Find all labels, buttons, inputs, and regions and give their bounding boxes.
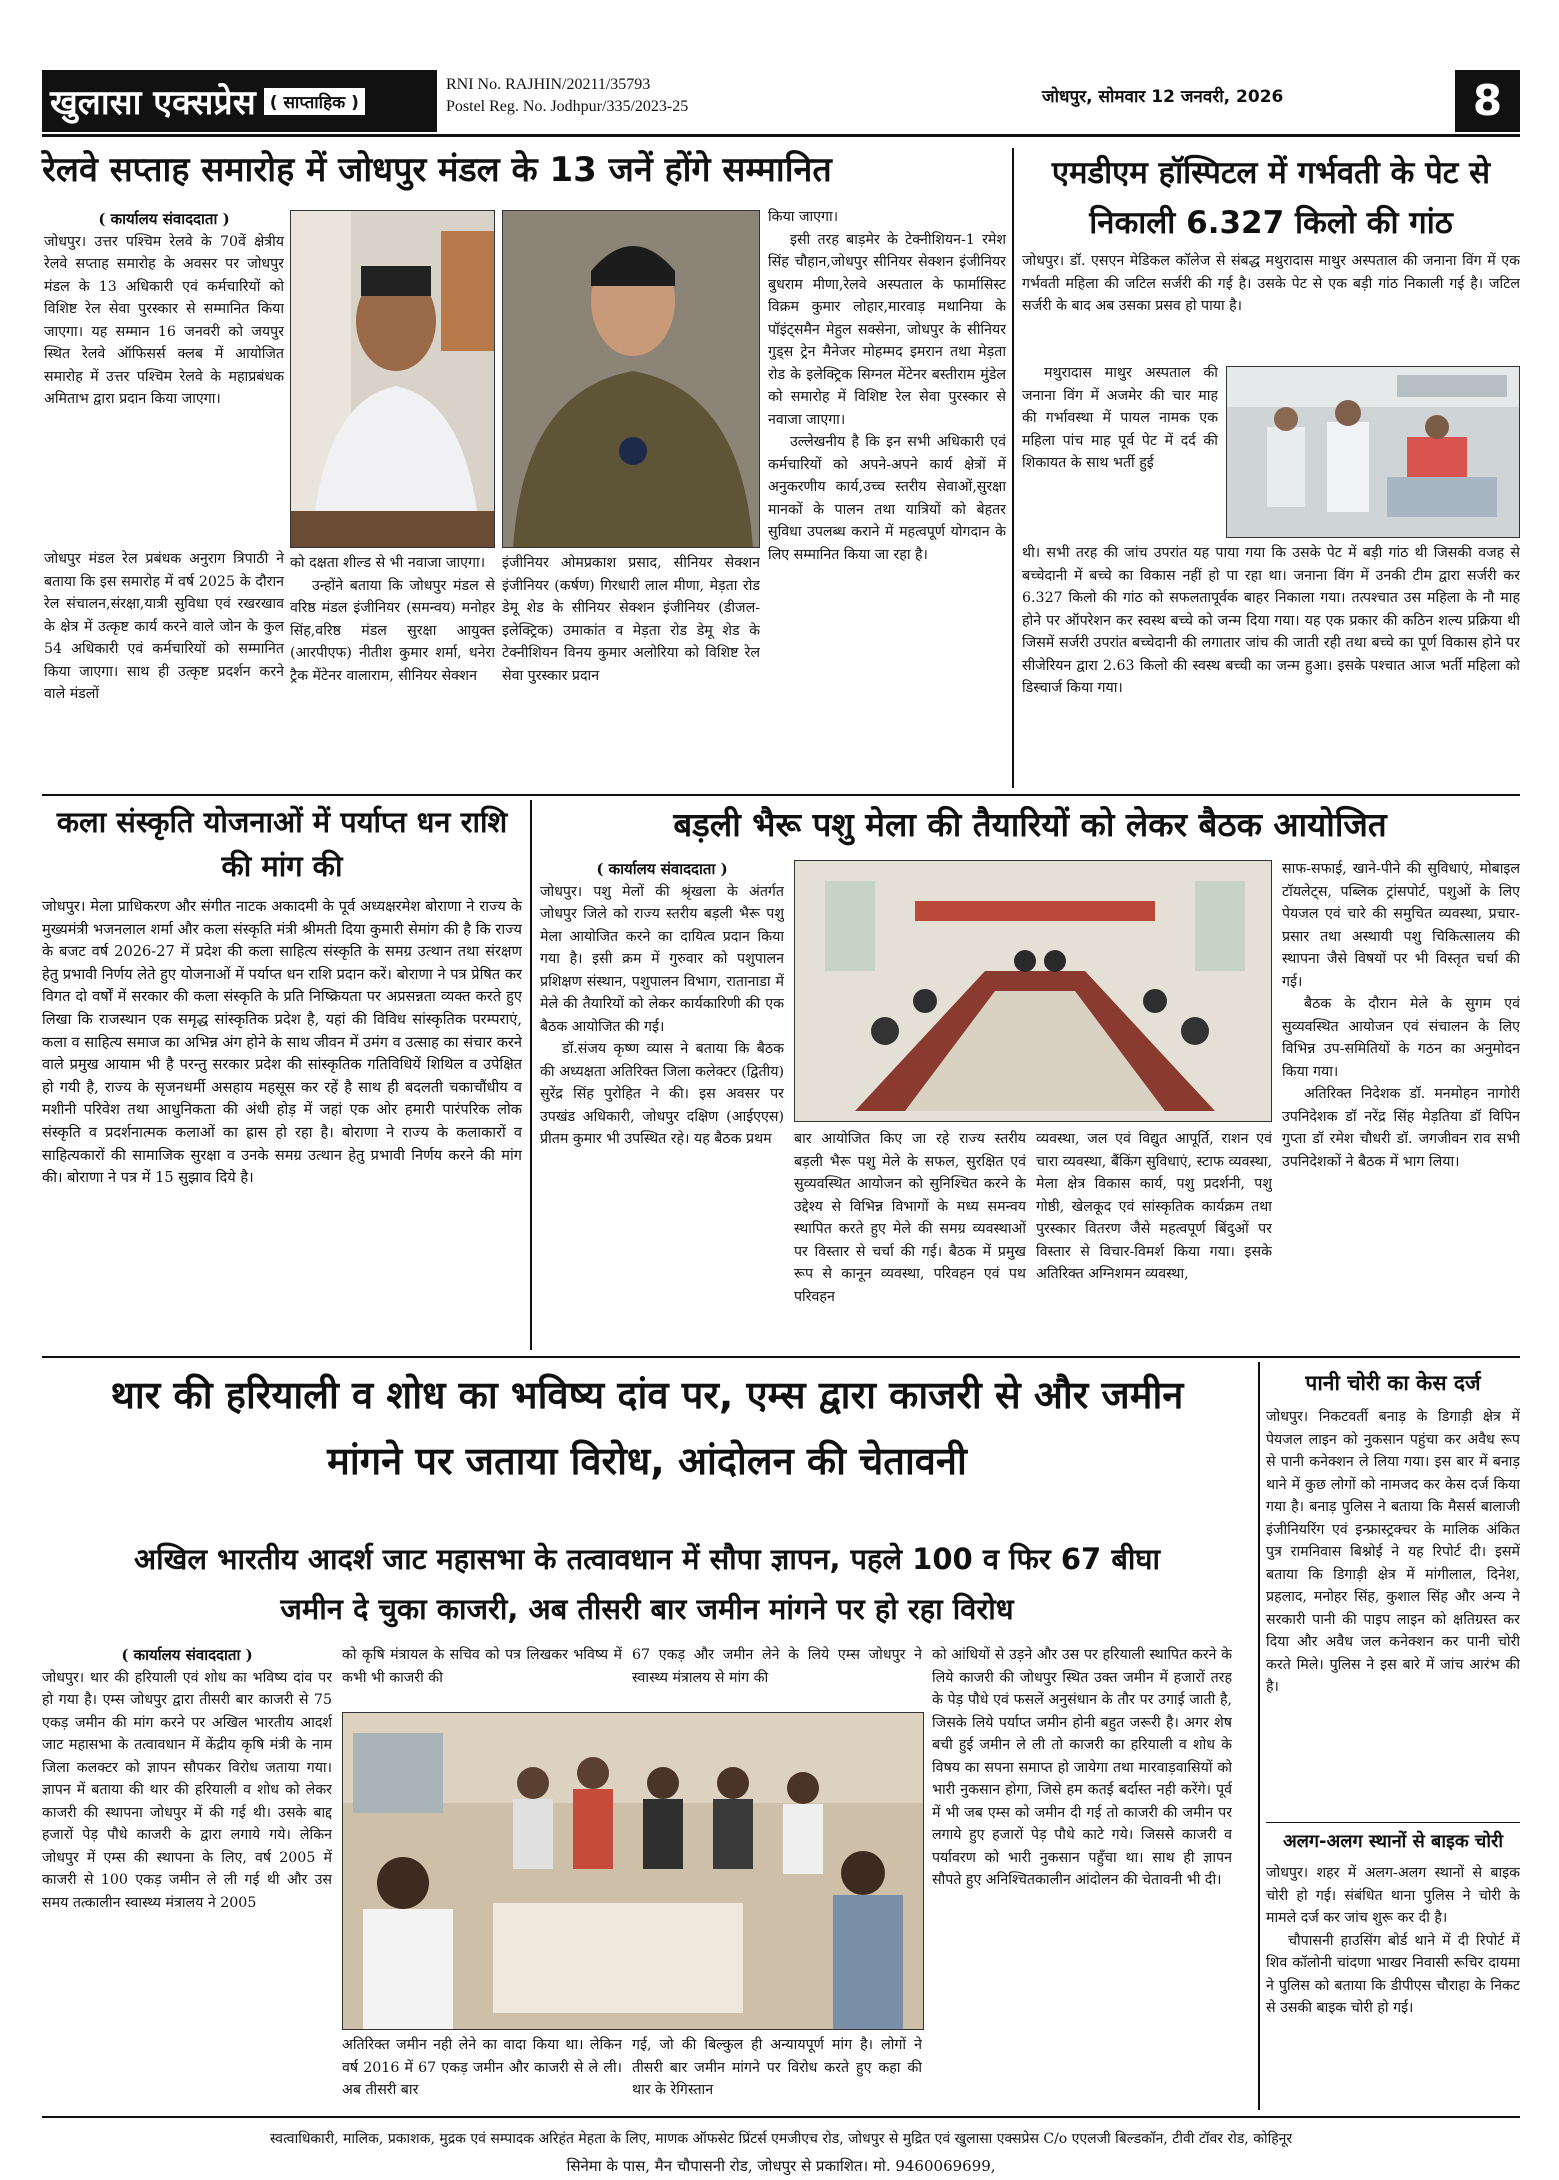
memorandum-photo-art — [343, 1713, 924, 2030]
story3-body — [42, 896, 522, 1344]
story4-para3: बार आयोजित किए जा रहे राज्य स्तरीय बड़ली भैरू पशु मेले के सफल, सुरक्षित एवं सुव्यवस्थित आयोजन को सुनिश्चित करने के उद्देश्य से विभिन्न विभागों के मध्य समन्वय स्थापित करते हुए मेले की समग्र व्यवस्थाओं पर विस्तार से चर्चा की गई। बैठक में प्रमुख रूप से कानून व्यवस्था, परिवहन एवं पथ परिवहन — [794, 1131, 1026, 1305]
story1-col2 — [290, 552, 495, 780]
story4-para7: अतिरिक्त निदेशक डॉ. मनमोहन नागोरी उपनिदेशक डॉ नरेंद्र सिंह मेड़तिया डॉ विपिन गुप्ता डॉ रमेश चौधरी डॉ. जगजीवन राव सभी उपनिदेशकों ने बैठक में भाग लिया। — [1282, 1086, 1520, 1170]
story1-para4: उन्होंने बताया कि जोधपुर मंडल से वरिष्ठ मंडल इंजीनियर (समन्वय) मनोहर सिंह,वरिष्ठ मंडल सुरक्षा आयुक्त (आरपीएफ) नीतीश कुमार शर्मा, धनेरा ट्रैक मेंटेनर वालाराम, सीनियर सेक्शन — [290, 577, 495, 684]
story5-col2b — [342, 2034, 622, 2106]
story4-para4: व्यवस्था, जल एवं विद्युत आपूर्ति, राशन एवं चारा व्यवस्था, बैंकिंग सुविधाएं, स्टाफ व्यवस्था, मेला क्षेत्र विकास कार्य, पशु प्रदर्शनी, पशु गोष्ठी, खेलकूद एवं सांस्कृतिक कार्यक्रम तथा पुरस्कार वितरण जैसे महत्वपूर्ण बिंदुओं पर विस्तार से विचार-विमर्श किया गया। इसके अतिरिक्त अग्निशमन व्यवस्था, — [1036, 1131, 1272, 1282]
section-rule — [42, 794, 1520, 796]
story1-col4 — [768, 206, 1006, 780]
official-photo-2 — [502, 210, 760, 548]
page-number: 8 — [1455, 70, 1520, 132]
story-rule — [1266, 1822, 1520, 1823]
story1-col1 — [44, 208, 284, 538]
official-photo-1 — [290, 210, 495, 548]
story4-col3 — [1036, 1128, 1272, 1348]
story1-para5: इंजीनियर ओमप्रकाश प्रसाद, सीनियर सेक्शन इंजीनियर (कर्षण) गिरधारी लाल मीणा, मेड़ता रोड डेमू शेड के सीनियर सेक्शन इंजीनियर (डीजल-इलेक्ट्रिक) उमाकांत व मेड़ता रोड डेमू शेड के टेक्नीशियन विनय कुमार अलोरिया को विशिष्ट रेल सेवा पुरस्कार प्रदान — [502, 555, 760, 684]
meeting-photo-art — [795, 861, 1272, 1122]
story1-col3 — [502, 552, 760, 780]
story5-para6: को आंधियों से उड़ने और उस पर हरियाली स्थापित करने के लिये काजरी की जोधपुर स्थित उक्त जमीन में हजारों तरह के पेड़ पौधे एवं फसलें अनुसंधान के तौर पर उगाई जाती है, जिसके लिये पर्याप्त जमीन होनी बहुत जरूरी है। अगर शेष बची हुई जमीन ले ली तो काजरी का हरियाली व शोध के विषय का सपना समाप्त हो जायेगा तथा मारवाड़वासियों को भारी नुकसान होगा, जिसे हम कतई बर्दास्त नही करेंगे। पूर्व में भी जब एम्स को जमीन दी गई तो काजरी की जमीन पर लगाये हुए हजारों पेड़ पौधे काटे गये। जिससे काजरी व पर्यावरण को भारी नुकसान पहुँचा था। साथ ही ज्ञापन सौपते हुए अनिश्चितकालीन आंदोलन की चेतावनी भी दी। — [932, 1647, 1232, 1888]
story5-col1 — [42, 1644, 332, 2104]
story4-headline: बड़ली भैरू पशु मेला की तैयारियों को लेकर बैठक आयोजित — [673, 805, 1387, 844]
story4-col4 — [1282, 858, 1520, 1350]
column-divider — [1012, 148, 1014, 788]
footer-rule — [42, 2116, 1520, 2118]
masthead-rule — [42, 134, 1520, 137]
story1-para7: इसी तरह बाड़मेर के टेक्नीशियन-1 रमेश सिंह चौहान,जोधपुर सीनियर सेक्शन इंजीनियर बुधराम मीणा,रेलवे अस्पताल के फार्मासिस्ट विक्रम कुमार लोहार,मारवाड़ मथानिया के पॉइंट्समैन मेहुल सक्सेना, जोधपुर के सीनियर गुड्स ट्रेन मैनेजर मोहम्मद इमरान तथा मेड़ता रोड के इलेक्ट्रिक सिग्नल मेंटेनर बस्तीराम मुंडेल को समारोह में विशिष्ट रेल सेवा पुरस्कार से नवाजा जाएगा। — [768, 231, 1006, 428]
story4-col2 — [794, 1128, 1026, 1348]
rni-number: RNI No. RAJHIN/20211/35793 — [446, 76, 651, 93]
story4-para6: बैठक के दौरान मेले के सुगम एवं सुव्यवस्थित आयोजन एवं संचालन के लिए विभिन्न उप-समितियों के गठन का अनुमोदन किया गया। — [1282, 996, 1520, 1080]
story5-para1: जोधपुर। थार की हरियाली एवं शोध का भविष्य दांव पर हो गया है। एम्स जोधपुर द्वारा तीसरी बार काजरी से 75 एकड़ जमीन की मांग करने पर अखिल भारतीय आदर्श जाट महासभा के तत्वावधान में केंद्रीय कृषि मंत्री के नाम जिला कलक्टर को ज्ञापन सौपकर विरोध जताया गया। ज्ञापन में बताया की थार की हरियाली व शोध को लेकर काजरी की स्थापना जोधपुर में की गई थी। उसके बाद्द हजारों पेड़ पौधे काजरी के द्वारा लगाये गये। लेकिन जोधपुर में एम्स की स्थापना के लिए, वर्ष 2005 में काजरी से 100 एकड़ जमीन ले ली गई थी और उस समय तत्कालीन स्वास्थ्य मंत्रालय ने 2005 — [42, 1669, 332, 1911]
story2-lead-text: जोधपुर। डॉ. एसएन मेडिकल कॉलेज से संबद्ध मथुरादास माथुर अस्पताल की जनाना विंग में एक गर्भवती महिला की जटिल सर्जरी की गई है। उसके पेट से एक बड़ी गांठ निकाली गई है। जटिल सर्जरी के बाद अब उसका प्रसव हो पाया है। — [1022, 253, 1520, 314]
story5-col4 — [932, 1644, 1232, 2106]
masthead — [42, 70, 1520, 132]
story4-para1: जोधपुर। पशु मेलों की श्रृंखला के अंतर्गत जोधपुर जिले को राज्य स्तरीय बड़ली भैरू पशु मेला आयोजित करने का दायित्व प्रदान किया गया है। इसी क्रम में गुरुवार को पशुपालन प्रशिक्षण संस्थान, पशुपालन विभाग, रातानाडा में मेले की तैयारियों को लेकर कार्यकारिणी की एक बैठक आयोजित की गई। — [540, 883, 784, 1035]
story1-col1b — [44, 548, 284, 778]
story2-body — [1022, 542, 1520, 788]
registration-info — [446, 74, 688, 118]
meeting-photo — [794, 860, 1272, 1122]
story5-headline-line2: मांगने पर जताया विरोध, आंदोलन की चेतावनी — [327, 1439, 967, 1483]
story5-subhead — [42, 1534, 1252, 1634]
story3-body-text: जोधपुर। मेला प्राधिकरण और संगीत नाटक अकादमी के पूर्व अध्यक्षरमेश बोराणा ने राज्य के मुख्यमंत्री भजनलाल शर्मा और कला संस्कृति मंत्री श्रीमती दिया कुमारी सेमांग की है कि राज्य के बजट वर्ष 2026-27 में प्रदेश की कला साहित्य संस्कृति के समग्र उत्थान तथा संरक्षण हेतु प्रभावी निर्णय लेते हुए योजनाओं में पर्याप्त धन राशि प्रदान करें। बोराणा ने पत्र प्रेषित कर विगत दो वर्षों में सरकार की कला संस्कृति के प्रति निष्क्रियता पर अप्रसन्नता व्यक्त करते हुए लिखा कि राजस्थान एक समृद्ध सांस्कृतिक प्रदेश है, यहां की विविध सांस्कृतिक परम्पराएं, कला व साहित्य समाज का अभिन्न अंग होने के साथ जीवन में उमंग व उत्साह का संचार करने वाले प्रमुख आयाम भी है परन्तु सरकार प्रदेश की सांस्कृतिक गतिविधियें शिथिल व उपेक्षित हो गयी है, राज्य के सृजनधर्मी असहाय महसूस कर रहें है साथ ही बदलती चकाचौंधीय व मशीनी परिवेश तथा आधुनिकता की अंधी होड़ में जहां एक ओर हमारी पारंपरिक लोक संस्कृति व प्रदर्शनात्मक कलाओं का ह्रास हो रहा है। बोराणा ने राज्य के कलाकारों व साहित्यकारों की सामाजिक सुरक्षा व उनके समग्र उत्थान हेतु प्रभावी निर्णय करने की मांग की। बोराणा ने पत्र में 15 सुझाव दिये है। — [42, 898, 522, 1187]
story7-body — [1266, 1862, 1520, 2108]
story7-para1: जोधपुर। शहर में अलग-अलग स्थानों से बाइक चोरी हो गई। संबंधित थाना पुलिस ने चोरी के मामले दर्ज कर जांच शुरू कर दी है। — [1266, 1865, 1520, 1926]
story3-headline: कला संस्कृति योजनाओं में पर्याप्त धन राशि की मांग की — [56, 805, 508, 883]
story5-para2: को कृषि मंत्रायल के सचिव को पत्र लिखकर भविष्य में कभी भी काजरी की — [342, 1647, 622, 1686]
brand-name: खुलासा एक्सप्रेस — [50, 83, 256, 123]
story1-para1: जोधपुर। उत्तर पश्चिम रेलवे के 70वें क्षेत्रीय रेलवे सप्ताह समारोह के अवसर पर जोधपुर मंडल के 13 अधिकारी एवं कर्मचारियों को विशिष्ट रेल सेवा पुरस्कार से सम्मानित किया जाएगा। यह सम्मान 16 जनवरी को जयपुर स्थित रेलवे ऑफिसर्स क्लब में आयोजित समारोह में उत्तर पश्चिम रेलवे के महाप्रबंधक अमिताभ द्वारा प्रदान किया जाएगा। — [44, 233, 284, 407]
story6-headline: पानी चोरी का केस दर्ज — [1305, 1371, 1481, 1395]
imprint-line1: स्वत्वाधिकारी, मालिक, प्रकाशक, मुद्रक एवं सम्पादक अरिहंत मेहता के लिए, माणक ऑफसेट प्रिंटर्स एमजीएच रोड, जोधपुर से मुद्रित एवं खुलासा एक्सप्रेस C/o एएलजी बिल्डकॉन, टीवी टॉवर रोड, कोहिनूर — [269, 2131, 1293, 2147]
section-rule-2 — [42, 1356, 1520, 1358]
memorandum-photo — [342, 1712, 924, 2030]
story6-body-text: जोधपुर। निकटवर्ती बनाड़ के डिगाड़ी क्षेत्र में पेयजल लाइन को नुकसान पहुंचा कर अवैध रूप से पानी कनेक्शन ले लिया गया। इस बार में बनाड़ थाने में कुछ लोगों को नामजद कर केस दर्ज किया गया है। बनाड़ पुलिस ने बताया कि मैसर्स बालाजी इंजीनियरिंग एवं इन्फ्रास्ट्रक्चर के मालिक अंकित पुत्र रामनिवास बिश्नोई ने यह रिपोर्ट दी। इसमें बताया कि डिगाड़ी क्षेत्र में मांगीलाल, दिनेश, प्रहलाद, मनोहर सिंह, कुशाल सिंह और अन्य ने सरकारी पानी की पाइप लाइन को क्षतिग्रस्त कर दिया और अवैध जल कनेक्शन कर पानी चोरी करते मिले। पुलिस ने इस बारे में जांच आरंभ की है। — [1266, 1409, 1520, 1695]
dateline: जोधपुर, सोमवार 12 जनवरी, 2026 — [1042, 87, 1284, 107]
story2-headline: एमडीएम हॉस्पिटल में गर्भवती के पेट से निकाली 6.327 किलो की गांठ — [1051, 155, 1491, 241]
hospital-photo-art — [1227, 367, 1520, 538]
story2-body-text: थी। सभी तरह की जांच उपरांत यह पाया गया कि उसके पेट में बड़ी गांठ थी जिसकी वजह से बच्चेदानी में बच्चे का विकास नहीं हो पा रहा था। जनाना विंग में उनकी टीम द्वारा सर्जरी कर 6.327 किलो की गांठ को सफलतापूर्वक बाहर निकाला गया। तत्पश्चात उस महिला के नौ माह होने पर ऑपरेशन कर स्वस्थ बच्चे को जन्म दिया गया। यह एक प्रकार की कठिन शल्य प्रक्रिया थी जिसमें सर्जरी उपरांत बच्चेदानी की लगातार जांच की जाती रही तथा बच्चे का पूर्ण विकास होने पर सीजेरियन द्वारा 2.63 किलो की स्वस्थ बच्ची का जन्म हुआ। इसके पश्चात आज भर्ती महिला को डिस्चार्ज किया गया। — [1022, 545, 1520, 696]
story5-col3 — [632, 1644, 922, 1710]
story5-para3: 67 एकड़ और जमीन लेने के लिये एम्स जोधपुर ने स्वास्थ्य मंत्रालय से मांग की — [632, 1647, 922, 1686]
story4-col1 — [540, 858, 784, 1348]
edition-tag: ( साप्ताहिक ) — [264, 88, 365, 115]
story7-headline: अलग-अलग स्थानों से बाइक चोरी — [1282, 1831, 1504, 1852]
story2-side-text: मथुरादास माथुर अस्पताल की जनाना विंग में अजमेर की चार माह की गर्भावस्था में पायल नामक एक महिला पांच माह पूर्व पेट में दर्द की शिकायत के साथ भर्ती हुई — [1022, 365, 1218, 471]
column-divider-3 — [1258, 1362, 1260, 2110]
story5-headline — [42, 1362, 1252, 1494]
story1-para3: को दक्षता शील्ड से भी नवाजा जाएगा। — [290, 555, 486, 571]
story5-para4: अतिरिक्त जमीन नही लेने का वादा किया था। लेकिन वर्ष 2016 में 67 एकड़ जमीन और काजरी से ले ली। अब तीसरी बार — [342, 2037, 622, 2098]
story5-byline: ( कार्यालय संवाददाता ) — [121, 1646, 253, 1664]
brand-block — [42, 70, 437, 132]
story5-col3b — [632, 2034, 922, 2106]
official-photo-2-art — [503, 211, 760, 548]
story1-headline: रेलवे सप्ताह समारोह में जोधपुर मंडल के 13 जनें होंगे सम्मानित — [42, 150, 832, 190]
story5-para5: गई, जो की बिल्कुल ही अन्यायपूर्ण मांग है। लोगों ने तीसरी बार जमीन मांगने पर विरोध करते हुए कहा की थार के रेगिस्तान — [632, 2037, 922, 2098]
column-divider-2 — [530, 800, 532, 1350]
hospital-photo — [1226, 366, 1520, 538]
story1-byline: ( कार्यालय संवाददाता ) — [98, 210, 230, 228]
story1-para6: किया जाएगा। — [768, 209, 839, 225]
imprint-line2: सिनेमा के पास, मैन चौपासनी रोड, जोधपुर से प्रकाशित। मो. 9460069699, — [566, 2157, 996, 2175]
postal-number: Postel Reg. No. Jodhpur/335/2023-25 — [446, 98, 689, 115]
story4-para5: साफ-सफाई, खाने-पीने की सुविधाएं, मोबाइल टॉयलेट्स, पब्लिक ट्रांसपोर्ट, पशुओं के लिए पेयजल एवं चारे की समुचित व्यवस्था, प्रचार-प्रसार तथा अस्थायी पशु चिकित्सालय की स्थापना जैसे विषयों पर भी विस्तृत चर्चा की गई। — [1282, 861, 1520, 990]
story5-subhead-line2: जमीन दे चुका काजरी, अब तीसरी बार जमीन मांगने पर हो रहा विरोध — [280, 1592, 1014, 1626]
story6-body — [1266, 1406, 1520, 1818]
story5-subhead-line1: अखिल भारतीय आदर्श जाट महासभा के तत्वावधान में सौपा ज्ञापन, पहले 100 व फिर 67 बीघा — [133, 1542, 1161, 1576]
story7-para2: चौपासनी हाउसिंग बोर्ड थाने में दी रिपोर्ट में शिव कॉलोनी चांदणा भाखर निवासी रूचिर दायमा ने पुलिस को बताया कि डीपीएस चौराहा के निकट से उसकी बाइक चोरी हो गई। — [1266, 1932, 1520, 2016]
story5-col2 — [342, 1644, 622, 1710]
story5-headline-line1: थार की हरियाली व शोध का भविष्य दांव पर, एम्स द्वारा काजरी से और जमीन — [110, 1373, 1184, 1417]
story2-side — [1022, 362, 1218, 540]
story2-lead — [1022, 250, 1520, 362]
official-photo-1-art — [291, 211, 495, 548]
story1-para8: उल्लेखनीय है कि इन सभी अधिकारी एवं कर्मचारियों को अपने-अपने कार्य क्षेत्रों में अनुकरणीय कार्य,उच्च स्तरीय सेवाओं,सुरक्षा मानकों के पालन तथा यात्रियों को बेहतर सुविधा उपलब्ध कराने में महत्वपूर्ण योगदान के लिए सम्मानित किया जा रहा है। — [768, 434, 1006, 563]
imprint-footer — [42, 2126, 1520, 2180]
story4-byline: ( कार्यालय संवाददाता ) — [596, 860, 728, 878]
story1-para2: जोधपुर मंडल रेल प्रबंधक अनुराग त्रिपाठी ने बताया कि इस समारोह में वर्ष 2025 के दौरान रेल संचालन,संरक्षा,यात्री सुविधा एवं रखरखाव के क्षेत्र में उत्कृष्ट कार्य करने वाले जोन के कुल 54 अधिकारी एवं कर्मचारियों को सम्मानित किया जाएगा। साथ ही उत्कृष्ट प्रदर्शन करने वाले मंडलों — [44, 551, 284, 702]
story4-para2: डॉ.संजय कृष्ण व्यास ने बताया कि बैठक की अध्यक्षता अतिरिक्त जिला कलेक्टर (द्वितीय) सुरेंद्र सिंह पुरोहित ने की। इस अवसर पर उपखंड अधिकारी, जोधपुर दक्षिण (आईएएस) प्रीतम कुमार भी उपस्थित रहे। यह बैठक प्रथम — [540, 1041, 784, 1147]
